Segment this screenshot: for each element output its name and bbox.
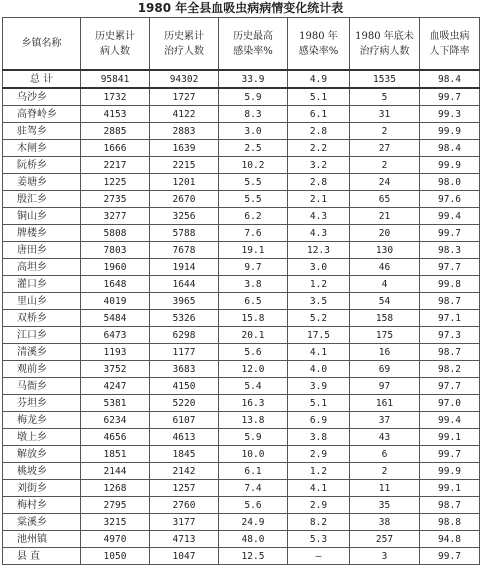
table-row — [3, 514, 480, 531]
value-cell: 2144 — [81, 463, 150, 480]
value-cell: 130 — [350, 242, 420, 259]
value-cell: 8.3 — [219, 106, 288, 123]
value-cell: 4.3 — [288, 225, 350, 242]
value-cell: 99.4 — [420, 412, 480, 429]
township-name-cell: 桃坡乡 — [3, 463, 81, 480]
value-cell: 6298 — [150, 327, 219, 344]
value-cell: 1648 — [81, 276, 150, 293]
table-row — [3, 327, 480, 344]
value-cell: 99.9 — [420, 123, 480, 140]
value-cell: 1257 — [150, 480, 219, 497]
value-cell: 1914 — [150, 259, 219, 276]
value-cell: 6234 — [81, 412, 150, 429]
value-cell: 5.1 — [288, 88, 350, 106]
value-cell: 4.1 — [288, 480, 350, 497]
value-cell: 98.3 — [420, 242, 480, 259]
township-name-cell: 双桥乡 — [3, 310, 81, 327]
value-cell: 5.6 — [219, 344, 288, 361]
table-row — [3, 208, 480, 225]
table-row — [3, 361, 480, 378]
value-cell: 27 — [350, 140, 420, 157]
value-cell: 7.4 — [219, 480, 288, 497]
value-cell: 5.5 — [219, 174, 288, 191]
table-row — [3, 480, 480, 497]
value-cell: 257 — [350, 531, 420, 548]
value-cell: 24 — [350, 174, 420, 191]
value-cell: 175 — [350, 327, 420, 344]
total-row — [3, 70, 480, 88]
table-row — [3, 191, 480, 208]
value-cell: 13.8 — [219, 412, 288, 429]
value-cell: 46 — [350, 259, 420, 276]
value-cell: 98.0 — [420, 174, 480, 191]
value-cell: — — [288, 548, 350, 565]
value-cell: 20.1 — [219, 327, 288, 344]
value-cell: 6.2 — [219, 208, 288, 225]
value-cell: 11 — [350, 480, 420, 497]
header-row — [3, 18, 480, 71]
value-cell: 1193 — [81, 344, 150, 361]
table-row — [3, 412, 480, 429]
value-cell: 98.7 — [420, 497, 480, 514]
value-cell: 4 — [350, 276, 420, 293]
value-cell: 1727 — [150, 88, 219, 106]
township-name-cell: 铜山乡 — [3, 208, 81, 225]
table-row — [3, 140, 480, 157]
value-cell: 3.0 — [219, 123, 288, 140]
township-name-cell: 江口乡 — [3, 327, 81, 344]
column-header: 历史累计 病人数 — [81, 18, 150, 71]
value-cell: 3277 — [81, 208, 150, 225]
column-header: 1980 年底未 治疗病人数 — [350, 18, 420, 71]
value-cell: 3752 — [81, 361, 150, 378]
value-cell: 4970 — [81, 531, 150, 548]
value-cell: 12.3 — [288, 242, 350, 259]
value-cell: 94.8 — [420, 531, 480, 548]
value-cell: 3.8 — [288, 429, 350, 446]
value-cell: 1225 — [81, 174, 150, 191]
value-cell: 3.9 — [288, 378, 350, 395]
value-cell: 98.7 — [420, 344, 480, 361]
table-row — [3, 344, 480, 361]
value-cell: 1.2 — [288, 276, 350, 293]
value-cell: 1639 — [150, 140, 219, 157]
value-cell: 2795 — [81, 497, 150, 514]
value-cell: 98.4 — [420, 140, 480, 157]
value-cell: 5.9 — [219, 429, 288, 446]
value-cell: 35 — [350, 497, 420, 514]
value-cell: 4150 — [150, 378, 219, 395]
value-cell: 1201 — [150, 174, 219, 191]
value-cell: 37 — [350, 412, 420, 429]
value-cell: 5808 — [81, 225, 150, 242]
value-cell: 97.0 — [420, 395, 480, 412]
value-cell: 99.1 — [420, 480, 480, 497]
statistics-table — [2, 17, 480, 565]
value-cell: 5484 — [81, 310, 150, 327]
value-cell: 2 — [350, 123, 420, 140]
value-cell: 97.7 — [420, 259, 480, 276]
table-row — [3, 293, 480, 310]
value-cell: 5.6 — [219, 497, 288, 514]
value-cell: 161 — [350, 395, 420, 412]
value-cell: 4247 — [81, 378, 150, 395]
value-cell: 6.1 — [288, 106, 350, 123]
value-cell: 99.3 — [420, 106, 480, 123]
column-header: 历史累计 治疗人数 — [150, 18, 219, 71]
value-cell: 2.8 — [288, 123, 350, 140]
township-name-cell: 高脊岭乡 — [3, 106, 81, 123]
value-cell: 5220 — [150, 395, 219, 412]
value-cell: 97.6 — [420, 191, 480, 208]
value-cell: 48.0 — [219, 531, 288, 548]
value-cell: 2885 — [81, 123, 150, 140]
table-row — [3, 123, 480, 140]
value-cell: 5.3 — [288, 531, 350, 548]
value-cell: 5.5 — [219, 191, 288, 208]
table-row — [3, 446, 480, 463]
value-cell: 10.2 — [219, 157, 288, 174]
value-cell: 4613 — [150, 429, 219, 446]
value-cell: 2.2 — [288, 140, 350, 157]
value-cell: 12.5 — [219, 548, 288, 565]
value-cell: 1851 — [81, 446, 150, 463]
township-name-cell: 姜塘乡 — [3, 174, 81, 191]
value-cell: 1.2 — [288, 463, 350, 480]
value-cell: 3.8 — [219, 276, 288, 293]
value-cell: 6107 — [150, 412, 219, 429]
value-cell: 99.7 — [420, 88, 480, 106]
table-body — [3, 70, 480, 565]
township-name-cell: 观前乡 — [3, 361, 81, 378]
table-row — [3, 463, 480, 480]
column-header: 乡镇名称 — [3, 18, 81, 71]
table-row — [3, 106, 480, 123]
value-cell: 20 — [350, 225, 420, 242]
township-name-cell: 马衙乡 — [3, 378, 81, 395]
township-name-cell: 县 直 — [3, 548, 81, 565]
value-cell: 98.7 — [420, 293, 480, 310]
value-cell: 15.8 — [219, 310, 288, 327]
value-cell: 43 — [350, 429, 420, 446]
township-name-cell: 池州镇 — [3, 531, 81, 548]
value-cell: 3.5 — [288, 293, 350, 310]
value-cell: 97.7 — [420, 378, 480, 395]
value-cell: 4.3 — [288, 208, 350, 225]
value-cell: 4.9 — [288, 70, 350, 88]
table-row — [3, 88, 480, 106]
value-cell: 1960 — [81, 259, 150, 276]
township-name-cell: 芬坦乡 — [3, 395, 81, 412]
value-cell: 2670 — [150, 191, 219, 208]
value-cell: 2 — [350, 463, 420, 480]
value-cell: 99.7 — [420, 225, 480, 242]
township-name-cell: 阮桥乡 — [3, 157, 81, 174]
value-cell: 3.0 — [288, 259, 350, 276]
value-cell: 3.2 — [288, 157, 350, 174]
value-cell: 16 — [350, 344, 420, 361]
township-name-cell: 清溪乡 — [3, 344, 81, 361]
table-row — [3, 395, 480, 412]
value-cell: 158 — [350, 310, 420, 327]
value-cell: 7678 — [150, 242, 219, 259]
township-name-cell: 梅龙乡 — [3, 412, 81, 429]
value-cell: 6.9 — [288, 412, 350, 429]
value-cell: 9.7 — [219, 259, 288, 276]
value-cell: 3177 — [150, 514, 219, 531]
value-cell: 1047 — [150, 548, 219, 565]
value-cell: 38 — [350, 514, 420, 531]
value-cell: 1845 — [150, 446, 219, 463]
value-cell: 3965 — [150, 293, 219, 310]
value-cell: 3256 — [150, 208, 219, 225]
value-cell: 3215 — [81, 514, 150, 531]
table-row — [3, 531, 480, 548]
value-cell: 7.6 — [219, 225, 288, 242]
township-name-cell: 高坦乡 — [3, 259, 81, 276]
value-cell: 2 — [350, 157, 420, 174]
value-cell: 97.1 — [420, 310, 480, 327]
value-cell: 31 — [350, 106, 420, 123]
value-cell: 1050 — [81, 548, 150, 565]
value-cell: 99.1 — [420, 429, 480, 446]
table-row — [3, 310, 480, 327]
value-cell: 94302 — [150, 70, 219, 88]
value-cell: 4122 — [150, 106, 219, 123]
value-cell: 98.8 — [420, 514, 480, 531]
value-cell: 97 — [350, 378, 420, 395]
value-cell: 1535 — [350, 70, 420, 88]
value-cell: 3683 — [150, 361, 219, 378]
value-cell: 1268 — [81, 480, 150, 497]
value-cell: 2735 — [81, 191, 150, 208]
value-cell: 69 — [350, 361, 420, 378]
table-title: 1980 年全县血吸虫病病情变化统计表 — [137, 1, 344, 15]
value-cell: 2215 — [150, 157, 219, 174]
value-cell: 4153 — [81, 106, 150, 123]
value-cell: 99.9 — [420, 157, 480, 174]
value-cell: 10.0 — [219, 446, 288, 463]
value-cell: 95841 — [81, 70, 150, 88]
value-cell: 2.5 — [219, 140, 288, 157]
value-cell: 4656 — [81, 429, 150, 446]
table-row — [3, 225, 480, 242]
value-cell: 1644 — [150, 276, 219, 293]
value-cell: 4713 — [150, 531, 219, 548]
value-cell: 2142 — [150, 463, 219, 480]
value-cell: 99.9 — [420, 463, 480, 480]
value-cell: 19.1 — [219, 242, 288, 259]
value-cell: 16.3 — [219, 395, 288, 412]
value-cell: 2.9 — [288, 497, 350, 514]
table-row — [3, 276, 480, 293]
value-cell: 5.4 — [219, 378, 288, 395]
township-name-cell: 棠溪乡 — [3, 514, 81, 531]
township-name-cell: 里山乡 — [3, 293, 81, 310]
value-cell: 99.7 — [420, 446, 480, 463]
value-cell: 2.1 — [288, 191, 350, 208]
value-cell: 99.4 — [420, 208, 480, 225]
value-cell: 5 — [350, 88, 420, 106]
township-name-cell: 唐田乡 — [3, 242, 81, 259]
value-cell: 5.1 — [288, 395, 350, 412]
value-cell: 98.2 — [420, 361, 480, 378]
table-row — [3, 497, 480, 514]
value-cell: 5.9 — [219, 88, 288, 106]
value-cell: 1666 — [81, 140, 150, 157]
township-name-cell: 总 计 — [3, 70, 81, 88]
value-cell: 54 — [350, 293, 420, 310]
value-cell: 6.5 — [219, 293, 288, 310]
value-cell: 2217 — [81, 157, 150, 174]
value-cell: 5.2 — [288, 310, 350, 327]
value-cell: 2.9 — [288, 446, 350, 463]
township-name-cell: 解放乡 — [3, 446, 81, 463]
table-row — [3, 378, 480, 395]
value-cell: 2.8 — [288, 174, 350, 191]
value-cell: 4.1 — [288, 344, 350, 361]
township-name-cell: 殷汇乡 — [3, 191, 81, 208]
value-cell: 99.8 — [420, 276, 480, 293]
column-header: 血吸虫病 人下降率 — [420, 18, 480, 71]
value-cell: 8.2 — [288, 514, 350, 531]
value-cell: 2760 — [150, 497, 219, 514]
value-cell: 65 — [350, 191, 420, 208]
township-name-cell: 乌沙乡 — [3, 88, 81, 106]
column-header: 1980 年 感染率% — [288, 18, 350, 71]
value-cell: 98.4 — [420, 70, 480, 88]
value-cell: 12.0 — [219, 361, 288, 378]
value-cell: 97.3 — [420, 327, 480, 344]
table-row — [3, 242, 480, 259]
value-cell: 6.1 — [219, 463, 288, 480]
table-row — [3, 429, 480, 446]
value-cell: 1177 — [150, 344, 219, 361]
value-cell: 3 — [350, 548, 420, 565]
value-cell: 7803 — [81, 242, 150, 259]
value-cell: 4.0 — [288, 361, 350, 378]
township-name-cell: 木闸乡 — [3, 140, 81, 157]
table-row — [3, 157, 480, 174]
table-row — [3, 259, 480, 276]
value-cell: 17.5 — [288, 327, 350, 344]
value-cell: 5326 — [150, 310, 219, 327]
column-header: 历史最高 感染率% — [219, 18, 288, 71]
value-cell: 5381 — [81, 395, 150, 412]
township-name-cell: 梅村乡 — [3, 497, 81, 514]
township-name-cell: 驻驾乡 — [3, 123, 81, 140]
township-name-cell: 墩上乡 — [3, 429, 81, 446]
value-cell: 6473 — [81, 327, 150, 344]
value-cell: 21 — [350, 208, 420, 225]
value-cell: 99.7 — [420, 548, 480, 565]
value-cell: 5788 — [150, 225, 219, 242]
value-cell: 33.9 — [219, 70, 288, 88]
township-name-cell: 牌楼乡 — [3, 225, 81, 242]
table-row — [3, 548, 480, 565]
value-cell: 4019 — [81, 293, 150, 310]
value-cell: 6 — [350, 446, 420, 463]
value-cell: 24.9 — [219, 514, 288, 531]
township-name-cell: 刘街乡 — [3, 480, 81, 497]
township-name-cell: 灌口乡 — [3, 276, 81, 293]
value-cell: 2883 — [150, 123, 219, 140]
table-row — [3, 174, 480, 191]
value-cell: 1732 — [81, 88, 150, 106]
